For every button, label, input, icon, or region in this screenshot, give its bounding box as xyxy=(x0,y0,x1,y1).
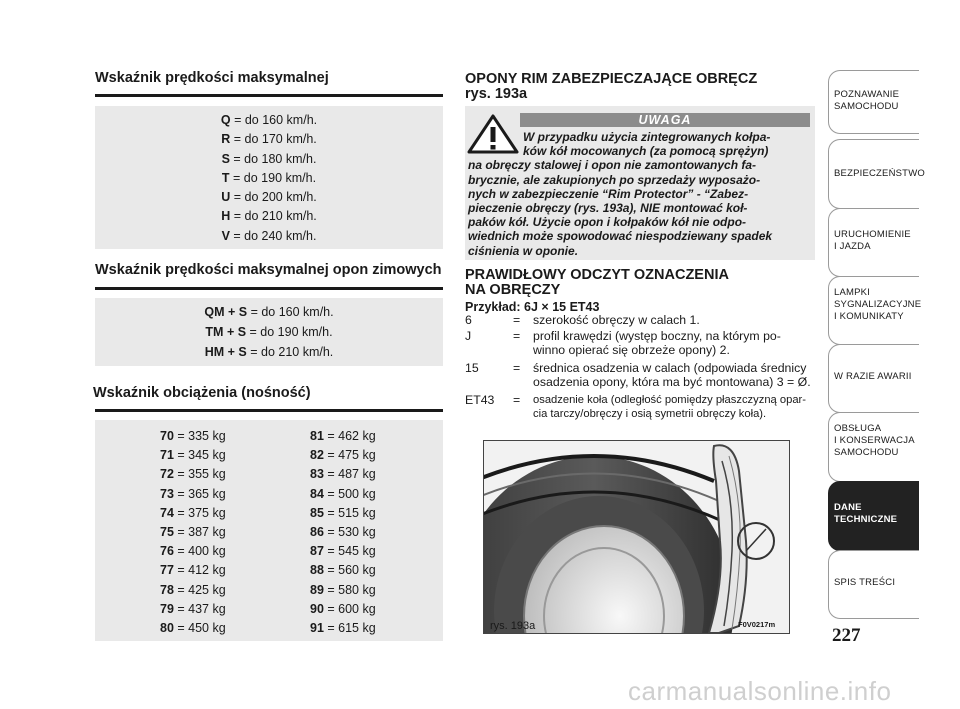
rim-code-row: 6 = szerokość obręczy w calach 1. xyxy=(465,313,700,327)
rim-code-row: ET43 = osadzenie koła (odległość pomiędzy płaszczyzną opar- cia tarczy/obręczy i osią symetrii obręczy koła). xyxy=(465,393,806,420)
winter-row: QM + S = do 160 km/h. xyxy=(204,305,334,319)
tab-label: W RAZIE AWARII xyxy=(834,371,912,382)
winter-speed-box xyxy=(95,298,443,366)
load-index-column xyxy=(310,427,376,638)
tab-label: OBSŁUGA I KONSERWACJA SAMOCHODU xyxy=(834,423,915,458)
speed-row: Q = do 160 km/h. xyxy=(220,113,318,127)
tab-w-razie-awarii[interactable] xyxy=(828,344,919,413)
load-row: 85 = 515 kg xyxy=(310,505,376,520)
load-row: 79 = 437 kg xyxy=(160,601,226,616)
page-number: 227 xyxy=(832,625,861,646)
warning-line: nych w zabezpieczenie “Rim Protector” - “Zabez- xyxy=(468,186,749,201)
tab-spis-tresci[interactable] xyxy=(828,550,919,619)
load-row: 84 = 500 kg xyxy=(310,486,376,501)
tab-label: SPIS TREŚCI xyxy=(834,577,896,588)
warning-line: ków kół mocowanych (za pomocą sprężyn) xyxy=(523,144,769,159)
tab-label: LAMPKI SYGNALIZACYJNE I KOMUNIKATY xyxy=(834,287,922,322)
load-row: 71 = 345 kg xyxy=(160,448,226,463)
load-row: 74 = 375 kg xyxy=(160,505,226,520)
winter-speed-heading: Wskaźnik prędkości maksymalnej opon zimowych xyxy=(95,262,442,278)
load-row: 76 = 400 kg xyxy=(160,544,226,559)
load-row: 82 = 475 kg xyxy=(310,448,376,463)
rim-code-row: 15 = średnica osadzenia w calach (odpowiada średnicy osadzenia opony, która ma być montowana) 3 = Ø. xyxy=(465,361,811,389)
load-row: 91 = 615 kg xyxy=(310,621,376,636)
rim-code-row: J = profil krawędzi (występ boczny, na którym po- winno opierać się obrzeże opony) 2. xyxy=(465,329,781,357)
load-row: 87 = 545 kg xyxy=(310,544,376,559)
load-row: 73 = 365 kg xyxy=(160,486,226,501)
rim-marking-title: PRAWIDŁOWY ODCZYT OZNACZENIA NA OBRĘCZY xyxy=(465,267,729,298)
load-row: 89 = 580 kg xyxy=(310,582,376,597)
speed-row: T = do 190 km/h. xyxy=(221,170,317,185)
winter-row: HM + S = do 210 km/h. xyxy=(204,345,334,359)
tab-bezpieczenstwo[interactable] xyxy=(828,139,925,209)
load-index-column xyxy=(160,427,226,638)
speed-row: R = do 170 km/h. xyxy=(221,132,317,147)
rim-example: Przykład: 6J × 15 ET43 xyxy=(465,300,600,314)
load-row: 81 = 462 kg xyxy=(310,429,376,443)
load-row: 72 = 355 kg xyxy=(160,467,226,482)
tire-illustration xyxy=(484,441,789,633)
load-row: 88 = 560 kg xyxy=(310,563,376,578)
tab-label: DANE TECHNICZNE xyxy=(834,502,898,525)
warning-label: UWAGA xyxy=(520,113,810,127)
load-row: 75 = 387 kg xyxy=(160,525,226,540)
figure-code: F0V0217m xyxy=(738,620,776,629)
tire-figure xyxy=(483,440,790,634)
load-row: 86 = 530 kg xyxy=(310,525,376,540)
warning-text xyxy=(468,130,812,258)
warning-line: pieczenie obręczy (rys. 193a), NIE montować koł- xyxy=(468,201,748,216)
winter-row: TM + S = do 190 km/h. xyxy=(205,325,333,339)
figure-label: rys. 193a xyxy=(490,620,536,632)
tab-label: POZNAWANIE SAMOCHODU xyxy=(834,89,900,112)
warning-box xyxy=(465,106,815,260)
load-row: 80 = 450 kg xyxy=(160,621,226,636)
load-row: 83 = 487 kg xyxy=(310,467,376,482)
tab-lampki-sygnalizacyjne[interactable] xyxy=(828,276,922,345)
watermark: carmanualsonline.info xyxy=(628,676,892,706)
tab-obsluga-i-konserwacja[interactable] xyxy=(828,412,919,482)
rim-protector-title: OPONY RIM ZABEZPIECZAJĄCE OBRĘCZ rys. 193a xyxy=(465,71,758,102)
section-divider xyxy=(95,287,443,290)
speed-row: S = do 180 km/h. xyxy=(221,151,317,166)
warning-line: W przypadku użycia zintegrowanych kołpa- xyxy=(523,130,771,144)
speed-row: V = do 240 km/h. xyxy=(221,228,317,243)
tab-poznawanie-samochodu[interactable] xyxy=(828,70,919,134)
warning-line: paków kół. Użycie opon i kołpaków kół nie odpo- xyxy=(468,215,747,230)
load-row: 77 = 412 kg xyxy=(160,563,226,578)
section-divider xyxy=(95,409,443,412)
warning-line: na obręczy stalowej i opon nie zamontowanych fa- xyxy=(468,158,757,173)
speed-index-heading: Wskaźnik prędkości maksymalnej xyxy=(95,70,329,86)
tab-uruchomienie-i-jazda[interactable] xyxy=(828,208,919,277)
speed-index-box xyxy=(95,106,443,249)
tab-label: BEZPIECZEŃSTWO xyxy=(834,168,925,179)
load-index-heading: Wskaźnik obciążenia (nośność) xyxy=(93,385,311,401)
load-row: 90 = 600 kg xyxy=(310,601,376,616)
section-divider xyxy=(95,94,443,97)
warning-line: wiednich może spowodować niespodziewany spadek xyxy=(468,229,773,244)
warning-line: ciśnienia w oponie. xyxy=(468,243,579,258)
speed-row: U = do 200 km/h. xyxy=(221,190,317,205)
tab-dane-techniczne[interactable] xyxy=(828,481,919,551)
load-row: 70 = 335 kg xyxy=(160,429,226,443)
load-row: 78 = 425 kg xyxy=(160,582,226,597)
warning-line: brycznie, ale zakupionych po sprzedaży wyposażo- xyxy=(468,172,761,187)
speed-row: H = do 210 km/h. xyxy=(221,209,317,224)
load-index-box xyxy=(95,420,443,641)
tab-label: URUCHOMIENIE I JAZDA xyxy=(834,229,911,252)
